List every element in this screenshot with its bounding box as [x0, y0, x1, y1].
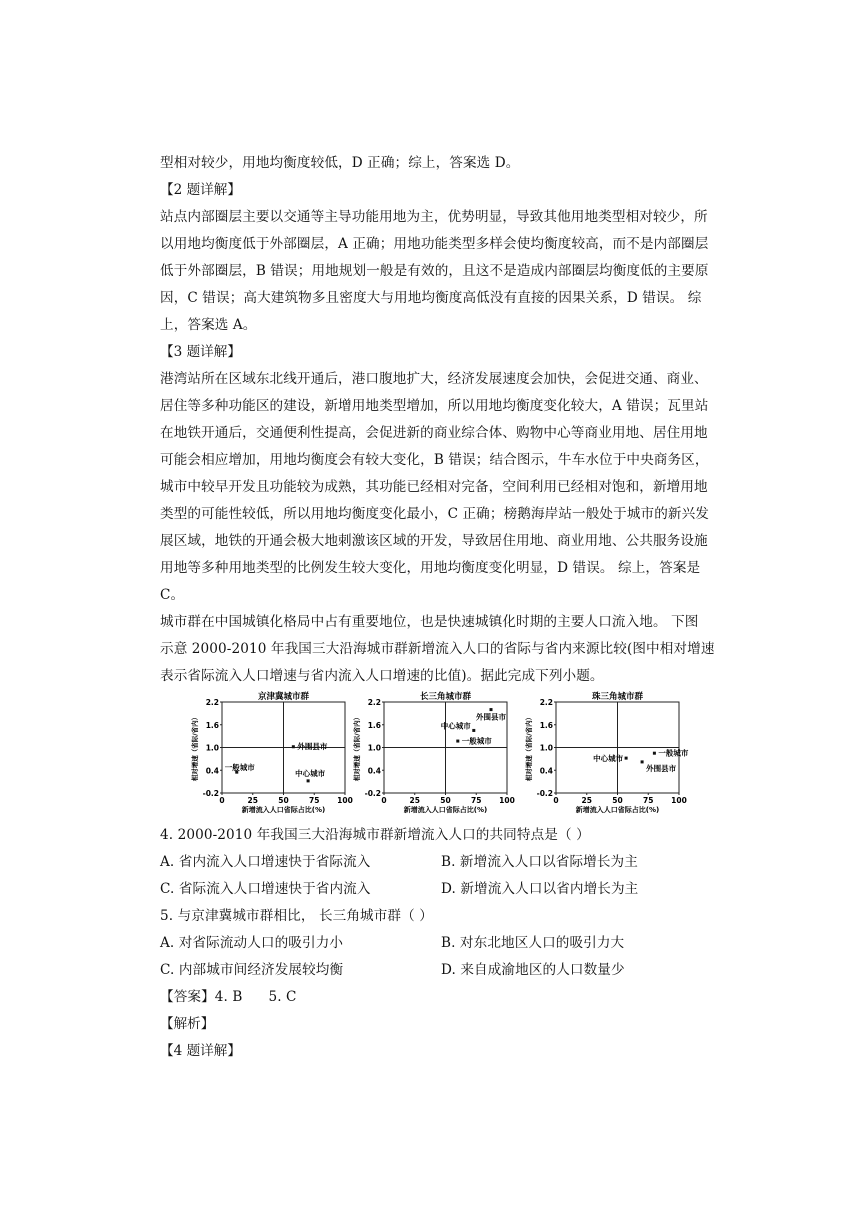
paragraph-line: 低于外部圈层，B 错误；用地规划一般是有效的，且这不是造成内部圈层均衡度低的主要原: [160, 263, 709, 279]
answer-line: [160, 984, 712, 1011]
paragraph-line: 以用地均衡度低于外部圈层，A 正确；用地功能类型多样会使均衡度较高，而不是内部圈层: [160, 236, 709, 252]
data-label: 外围县市: [297, 742, 328, 752]
y-tick-label: 1.0: [367, 743, 381, 753]
x-axis-label: 新增流入人口省际占比(%): [575, 806, 660, 814]
paragraph-line: 港湾站所在区域东北线开通后，港口腹地扩大，经济发展速度会加快，会促进交通、商业、: [160, 371, 708, 387]
q5-options-row: [160, 930, 712, 957]
y-axis-label: 相对增速（省际/省内）: [191, 713, 199, 782]
x-tick-label: 25: [247, 796, 258, 805]
q2-heading: 【2 题详解】: [160, 182, 241, 198]
data-point: [625, 757, 628, 760]
x-tick-label: 100: [499, 796, 515, 805]
q4-option-c: C. 省际流入人口增速快于省内流入: [160, 881, 371, 897]
q5-option-a: A. 对省际流动人口的吸引力小: [160, 935, 344, 951]
data-point: [307, 779, 310, 782]
q4-option-a: A. 省内流入人口增速快于省际流入: [160, 854, 371, 870]
answer-4: 4. B: [214, 989, 243, 1005]
q5-option-d: D. 来自成渝地区的人口数量少: [441, 962, 625, 978]
paragraph-line: 城市中较早开发且功能较为成熟，其功能已经相对完备，空间利用已经相对饱和，新增用地: [160, 479, 708, 495]
y-tick-label: 1.6: [205, 720, 219, 730]
data-label: 一般城市: [658, 748, 689, 758]
x-tick-label: 75: [643, 796, 654, 805]
paragraph-line: 用地等多种用地类型的比例发生较大变化，用地均衡度变化明显，D 错误。 综上，答案是: [160, 560, 701, 576]
x-tick-label: 0: [381, 796, 387, 805]
y-tick-label: 1.6: [539, 720, 553, 730]
x-tick-label: 50: [278, 796, 289, 805]
x-tick-label: 50: [440, 796, 451, 805]
data-label: 中心城市: [440, 721, 471, 731]
y-axis-label: 相对增速（省际/省内）: [353, 713, 361, 782]
paragraph-line: 上，答案选 A。: [160, 317, 257, 333]
data-label: 外围县市: [476, 712, 507, 722]
data-point: [456, 740, 459, 743]
analysis-label: 【解析】: [160, 1016, 215, 1032]
paragraph-line: 展区域，地铁的开通会极大地刺激该区域的开发，导致居住用地、商业用地、公共服务设施: [160, 533, 708, 549]
data-label: 一般城市: [461, 736, 492, 746]
chart-zhusanjiao: [520, 692, 689, 820]
data-point: [641, 760, 644, 763]
x-tick-label: 75: [471, 796, 482, 805]
x-tick-label: 75: [309, 796, 320, 805]
y-axis-label: 相对增速（省际/省内）: [525, 713, 533, 782]
y-tick-label: 2.2: [539, 698, 553, 707]
stem-line: 城市群在中国城镇化格局中占有重要地位，也是快速城镇化时期的主要人口流入地。 下图: [160, 614, 699, 630]
x-tick-label: 100: [337, 796, 353, 805]
x-tick-label: 100: [671, 796, 687, 805]
q4-option-d: D. 新增流入人口以省内增长为主: [441, 881, 639, 897]
q4-detail-heading: 【4 题详解】: [160, 1043, 241, 1059]
x-tick-label: 25: [581, 796, 592, 805]
y-tick-label: 1.0: [539, 743, 553, 753]
paragraph-line: 在地铁开通后，交通便利性提高，会促进新的商业综合体、购物中心等商业用地、居住用地: [160, 425, 708, 441]
q3-heading: 【3 题详解】: [160, 344, 241, 360]
q4-options-row: [160, 849, 712, 876]
chart-changsanjiao: [348, 692, 515, 820]
chart-title: 珠三角城市群: [591, 692, 644, 702]
stem-line: 表示省际流入人口增速与省内流入人口增速的比值)。据此完成下列小题。: [160, 668, 604, 684]
figure-group: [160, 692, 712, 822]
q5-option-c: C. 内部城市间经济发展较均衡: [160, 962, 344, 978]
y-tick-label: -0.2: [202, 789, 219, 798]
x-tick-label: 50: [612, 796, 623, 805]
data-label: 中心城市: [295, 768, 326, 778]
data-point: [490, 708, 493, 711]
x-tick-label: 25: [409, 796, 420, 805]
data-point: [653, 752, 656, 755]
q4-stem: 4. 2000-2010 年我国三大沿海城市群新增流入人口的共同特点是（ ）: [160, 827, 590, 843]
paragraph-line: 类型的可能性较低，所以用地均衡度变化最小，C 正确；榜鹅海岸站一般处于城市的新兴发: [160, 506, 709, 522]
chart-jingjinji: [186, 692, 353, 820]
x-axis-label: 新增流入人口省际占比(%): [241, 806, 326, 814]
data-point: [472, 729, 475, 732]
paragraph-line: 型相对较少，用地均衡度较低，D 正确；综上，答案选 D。: [160, 155, 520, 171]
x-tick-label: 0: [553, 796, 559, 805]
paragraph-line: C。: [160, 587, 185, 603]
y-tick-label: 0.4: [367, 766, 381, 776]
data-label: 一般城市: [224, 763, 255, 773]
q5-stem: 5. 与京津冀城市群相比， 长三角城市群（ ）: [160, 908, 433, 924]
y-tick-label: 0.4: [539, 766, 553, 776]
paragraph-line: 居住等多种功能区的建设，新增用地类型增加，所以用地均衡度变化较大，A 错误；瓦里站: [160, 398, 709, 414]
y-tick-label: 2.2: [367, 698, 381, 707]
paragraph-line: 因，C 错误；高大建筑物多且密度大与用地均衡度高低没有直接的因果关系，D 错误。 综: [160, 290, 702, 306]
y-tick-label: 1.0: [205, 743, 219, 753]
chart-title: 京津冀城市群: [257, 692, 310, 702]
y-tick-label: 2.2: [205, 698, 219, 707]
q4-options-row: [160, 876, 712, 903]
y-tick-label: -0.2: [364, 789, 381, 798]
y-tick-label: 0.4: [205, 766, 219, 776]
paragraph-line: 可能会相应增加，用地均衡度会有较大变化，B 错误；结合图示，牛车水位于中央商务区，: [160, 452, 709, 468]
stem-line: 示意 2000-2010 年我国三大沿海城市群新增流入人口的省际与省内来源比较(图中相对增速: [160, 641, 715, 657]
paragraph-line: 站点内部圈层主要以交通等主导功能用地为主，优势明显，导致其他用地类型相对较少，所: [160, 209, 708, 225]
x-axis-label: 新增流入人口省际占比(%): [403, 806, 488, 814]
q4-option-b: B. 新增流入人口以省际增长为主: [441, 854, 638, 870]
data-point: [292, 745, 295, 748]
x-tick-label: 0: [219, 796, 225, 805]
data-label: 外围县市: [646, 763, 677, 773]
chart-title: 长三角城市群: [419, 692, 472, 702]
data-label: 中心城市: [593, 754, 624, 764]
answer-label: 【答案】: [160, 989, 215, 1005]
document-page: [160, 150, 715, 1065]
y-tick-label: -0.2: [536, 789, 553, 798]
q5-options-row: [160, 957, 712, 984]
q5-option-b: B. 对东北地区人口的吸引力大: [441, 935, 625, 951]
y-tick-label: 1.6: [367, 720, 381, 730]
answer-5: 5. C: [268, 989, 297, 1005]
